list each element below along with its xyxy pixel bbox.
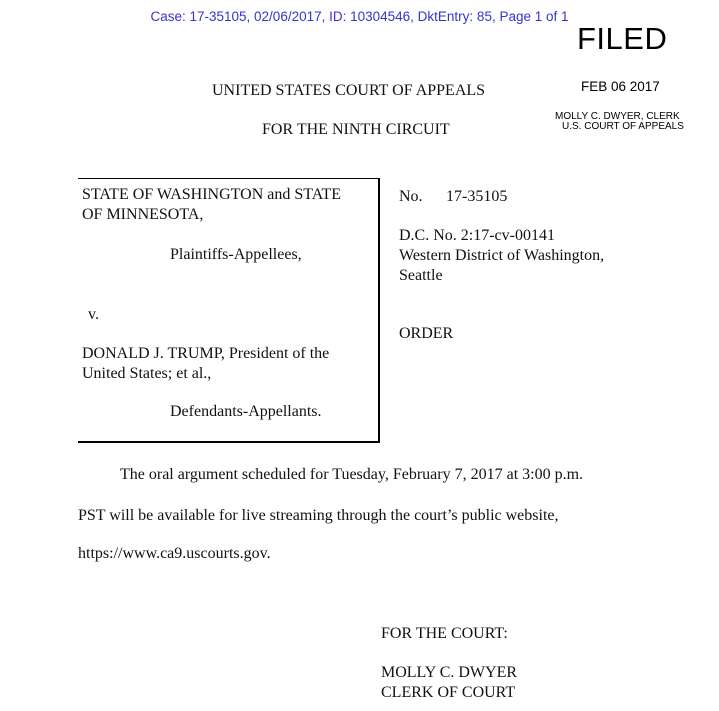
versus: v. — [88, 306, 99, 323]
defendants-line-2: United States; et al., — [82, 365, 212, 382]
docket-header: Case: 17-35105, 02/06/2017, ID: 10304546, DktEntry: 85, Page 1 of 1 — [150, 9, 569, 24]
court-title: UNITED STATES COURT OF APPEALS — [212, 82, 486, 99]
case-number: 17-35105 — [446, 188, 508, 205]
district-name: Western District of Washington, — [399, 247, 605, 264]
order-text-line-3[interactable]: https://www.ca9.uscourts.gov. — [78, 545, 271, 562]
signature-name: MOLLY C. DWYER — [381, 664, 518, 681]
defendants-line-1: DONALD J. TRUMP, President of the — [82, 345, 330, 362]
plaintiffs-line-2: OF MINNESOTA, — [82, 206, 204, 223]
case-number-label: No. — [399, 188, 423, 205]
plaintiffs-line-1: STATE OF WASHINGTON and STATE — [82, 186, 342, 203]
circuit-title: FOR THE NINTH CIRCUIT — [262, 121, 450, 138]
district-court-number: D.C. No. 2:17-cv-00141 — [399, 227, 555, 244]
document-type: ORDER — [399, 325, 454, 342]
district-city: Seattle — [399, 267, 443, 284]
defendants-role: Defendants-Appellants. — [170, 403, 322, 420]
stamp-clerk-name: MOLLY C. DWYER, CLERK — [555, 111, 680, 122]
signature-for-court: FOR THE COURT: — [381, 625, 508, 642]
filed-stamp: FILED — [577, 21, 668, 56]
order-text-line-1: The oral argument scheduled for Tuesday, February 7, 2017 at 3:00 p.m. — [120, 466, 584, 483]
stamp-court-name: U.S. COURT OF APPEALS — [562, 121, 684, 132]
signature-title: CLERK OF COURT — [381, 684, 516, 701]
plaintiffs-role: Plaintiffs-Appellees, — [170, 246, 302, 263]
filed-date: FEB 06 2017 — [581, 79, 660, 94]
order-text-line-2: PST will be available for live streaming through the court’s public website, — [78, 507, 559, 524]
